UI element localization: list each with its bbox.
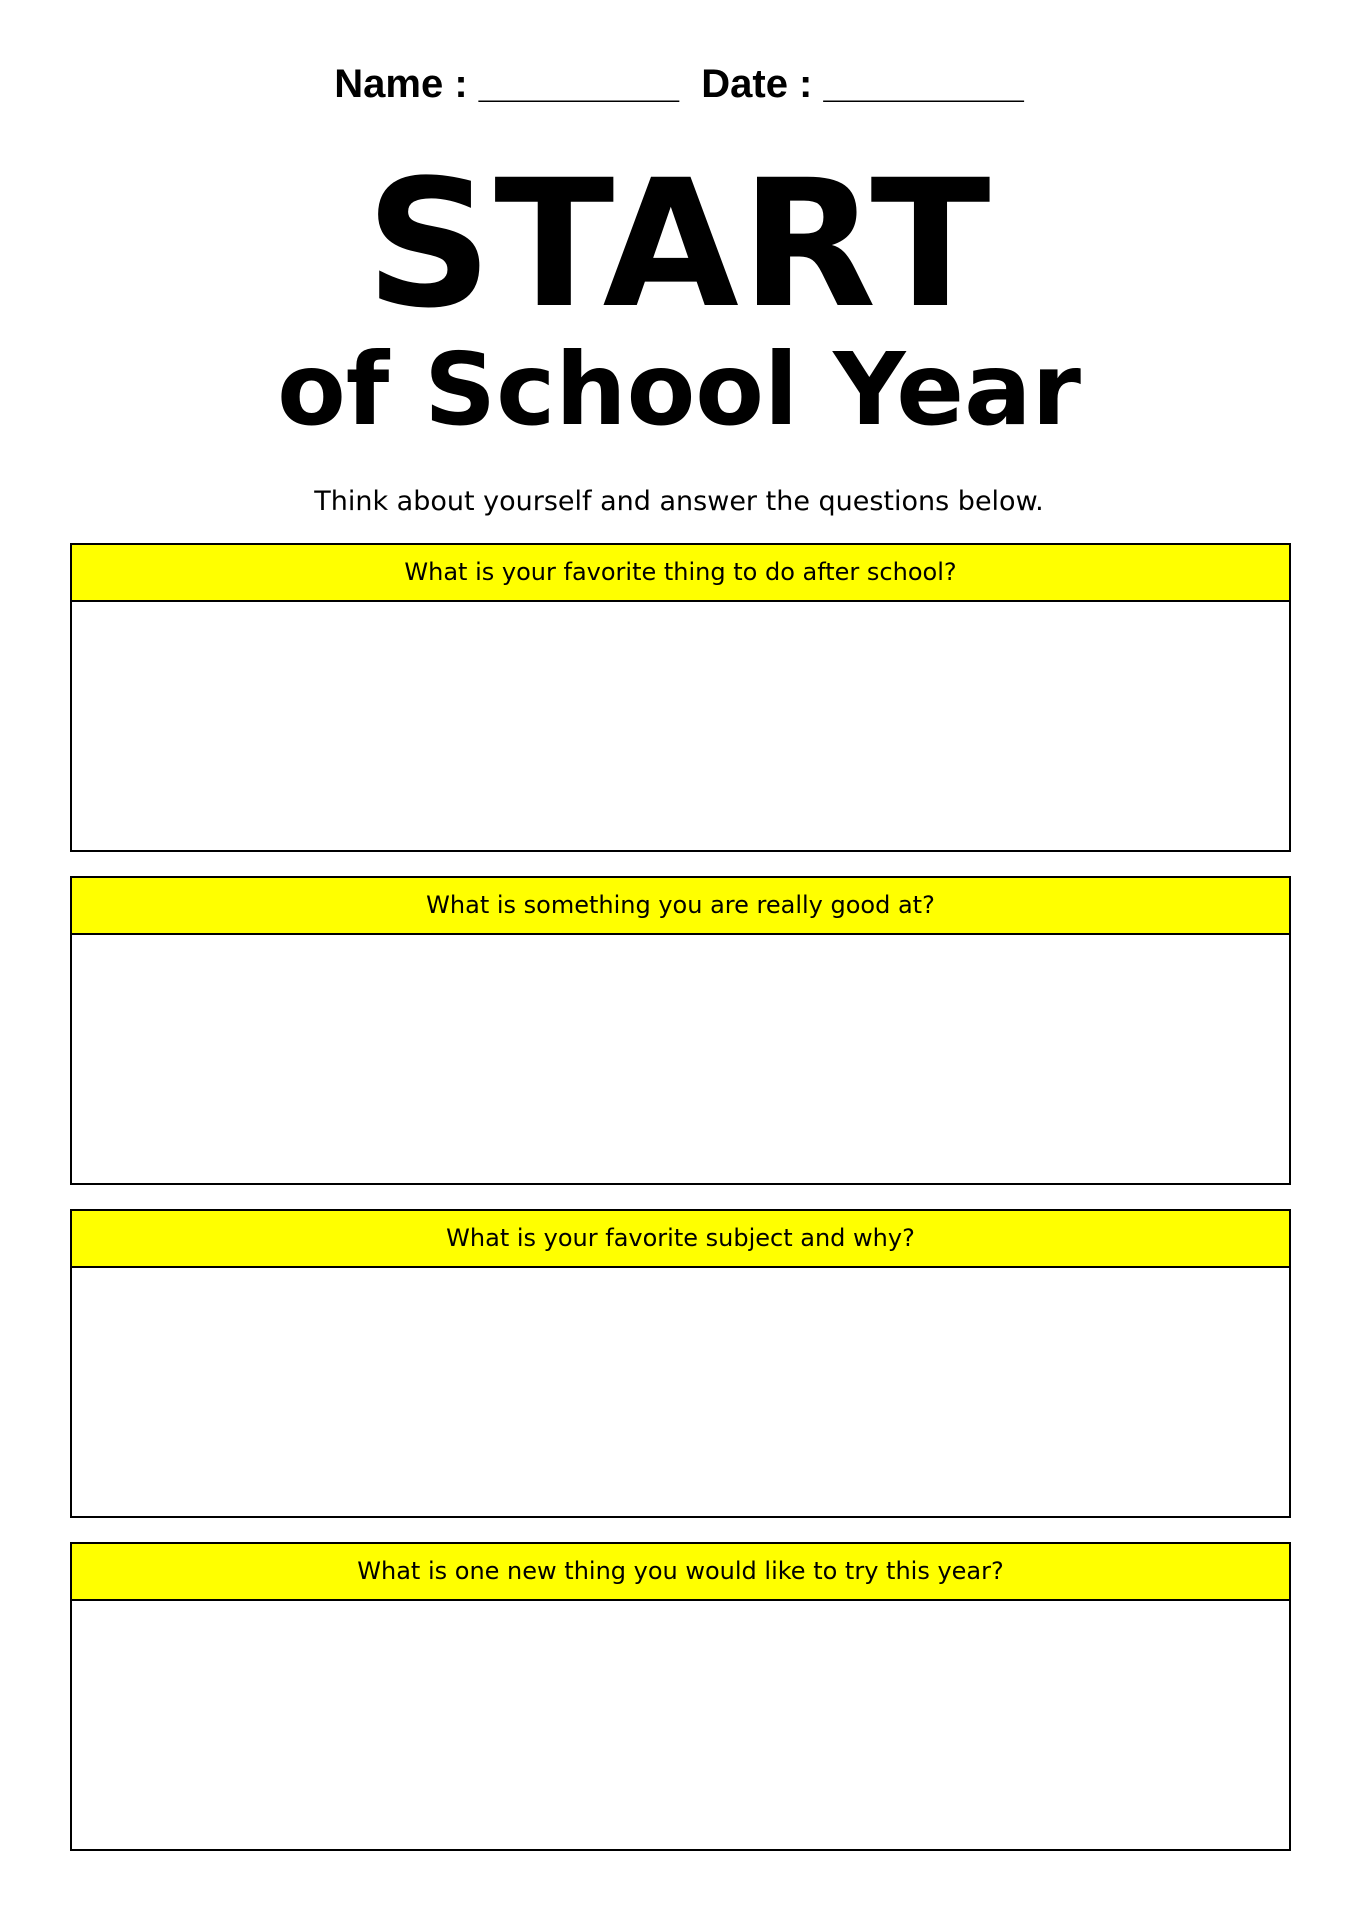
question-header: What is one new thing you would like to try this year? (72, 1544, 1289, 1601)
answer-area[interactable] (72, 935, 1289, 1183)
question-header: What is your favorite subject and why? (72, 1211, 1289, 1268)
page-subtitle: of School Year (277, 331, 1081, 448)
date-field[interactable]: Date : _________ (701, 62, 1024, 106)
question-box-3 (70, 1209, 1291, 1518)
question-box-1 (70, 543, 1291, 852)
question-header: What is something you are really good at? (72, 878, 1289, 935)
page-title: START (365, 142, 993, 347)
question-header: What is your favorite thing to do after school? (72, 545, 1289, 602)
name-field[interactable]: Name : _________ (334, 62, 679, 106)
answer-area[interactable] (72, 1268, 1289, 1516)
name-date-line (0, 56, 1358, 112)
answer-area[interactable] (72, 602, 1289, 850)
question-box-2 (70, 876, 1291, 1185)
answer-area[interactable] (72, 1601, 1289, 1849)
question-box-4 (70, 1542, 1291, 1851)
instructions-text: Think about yourself and answer the questions below. (314, 486, 1044, 517)
